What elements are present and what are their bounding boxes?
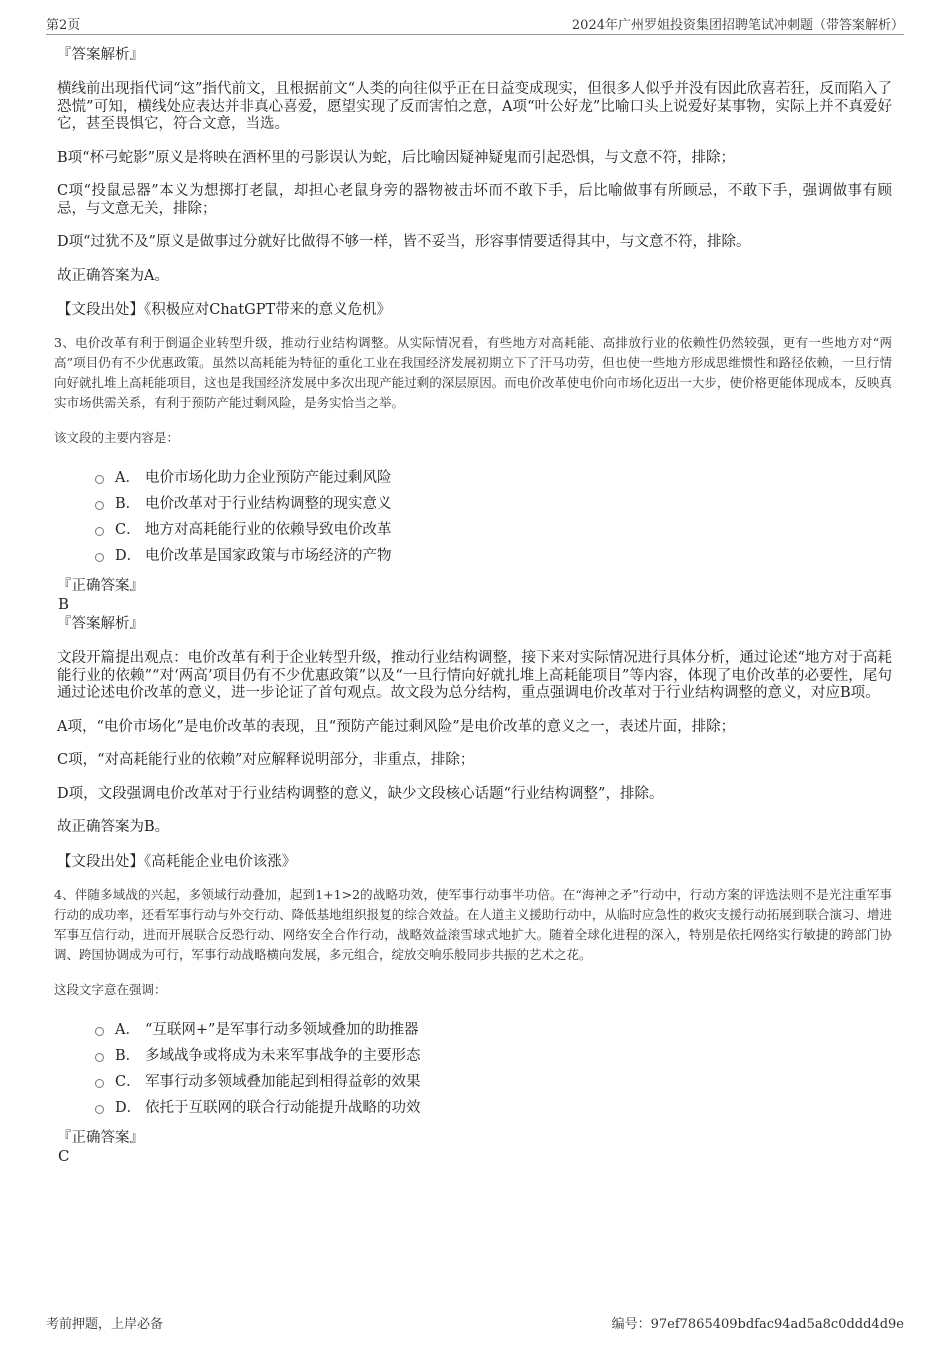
page-number: 第2页 — [46, 18, 81, 33]
correct-answer-label: 『正确答案』 — [57, 578, 144, 594]
footer-slogan: 考前押题，上岸必备 — [46, 1317, 164, 1332]
document-id: 编号：97ef7865409bdfac94ad5a8c0ddd4d9e — [611, 1317, 904, 1332]
option-list — [57, 465, 892, 569]
analysis-label: 『答案解析』 — [57, 47, 144, 63]
answer-conclusion: 故正确答案为A。 — [57, 267, 169, 284]
analysis-paragraph: D项，文段强调电价改革对于行业结构调整的意义，缺少文段核心话题“行业结构调整”，排除。 — [57, 785, 664, 802]
question-text: 3、电价改革有利于倒逼企业转型升级，推动行业结构调整。从实际情况看，有些地方对高耗能、高排放行业的依赖性仍然较强，更有一些地方对“两高”项目仍有不少优惠政策。虽然以高耗能为特征的重化工业在我国经济发展初期立下了汗马功劳，但也使一些地方形成思维惯性和路径依赖，一旦行情向好就扎堆上高耗能项目，这也是我国经济发展中多次出现产能过剩的深层原因。而电价改革使电价向市场化迈出一大步，使价格更能体现成本，反映真实市场供需关系，有利于预防产能过剩风险，是务实恰当之举。 — [54, 335, 892, 410]
radio-icon[interactable] — [95, 527, 104, 536]
correct-answer: C — [58, 1146, 70, 1165]
analysis-paragraph: D项“过犹不及”原义是做事过分就好比做得不够一样，皆不妥当，形容事情要适得其中，与文意不符，排除。 — [57, 234, 751, 250]
answer-conclusion: 故正确答案为B。 — [57, 819, 170, 835]
correct-answer: B — [58, 595, 70, 613]
option-d[interactable]: D． 电价改革是国家政策与市场经济的产物 — [95, 543, 892, 569]
question-stem: 这段文字意在强调： — [54, 981, 167, 997]
option-c[interactable]: C． 军事行动多领域叠加能起到相得益彰的效果 — [95, 1069, 892, 1095]
option-a[interactable]: A． “互联网+”是军事行动多领域叠加的助推器 — [95, 1017, 892, 1043]
option-list — [57, 1017, 892, 1121]
option-d[interactable]: D． 依托于互联网的联合行动能提升战略的功效 — [95, 1095, 892, 1121]
analysis-paragraph: B项“杯弓蛇影”原义是将映在酒杯里的弓影误认为蛇，后比喻因疑神疑鬼而引起恐惧，与文意不符，排除； — [57, 149, 735, 166]
document-title: 2024年广州罗姐投资集团招聘笔试冲刺题（带答案解析） — [571, 18, 904, 33]
option-c[interactable]: C． 地方对高耗能行业的依赖导致电价改革 — [95, 517, 892, 543]
analysis-paragraph: 横线前出现指代词“这”指代前文，且根据前文“人类的向往似乎正在日益变成现实，但很多人似乎并没有因此欣喜若狂，反而陷入了恐慌”可知，横线处应表达并非真心喜爱，愿望实现了反而害怕之意，A项“叶公好龙”比喻口头上说爱好某事物，实际上并不真爱好它，甚至畏惧它，符合文意，当选。 — [57, 81, 892, 132]
question-text: 4、伴随多域战的兴起，多领域行动叠加，起到1+1>2的战略功效，使军事行动事半功倍。在“海神之矛”行动中，行动方案的评选法则不是光注重军事行动的成功率，还看军事行动与外交行动、降低基地组织报复的综合效益。在人道主义援助行动中，从临时应急性的救灾支援行动拓展到联合演习、增进军事互信行动，进而开展联合反恐行动、网络安全合作行动，战略效益滚雪球式地扩大。随着全球化进程的深入，特别是依托网络实行敏捷的跨部门协调、跨国协调成为可行，军事行动战略横向发展，多元组合，绽放交响乐般同步共振的艺术之花。 — [54, 886, 892, 962]
radio-icon[interactable] — [95, 501, 104, 510]
analysis-paragraph: 文段开篇提出观点：电价改革有利于企业转型升级，推动行业结构调整，接下来对实际情况进行具体分析，通过论述“地方对于高耗能行业的依赖”“对‘两高’项目仍有不少优惠政策”以及“一旦行情向好就扎堆上高耗能项目”等内容，体现了电价改革的必要性，尾句通过论述电价改革的意义，进一步论证了首句观点。故文段为总分结构，重点强调电价改革对于行业结构调整的意义，对应B项。 — [57, 650, 892, 701]
question-stem: 该文段的主要内容是： — [54, 430, 180, 445]
radio-icon[interactable] — [95, 1079, 104, 1088]
source-citation: 【文段出处】《积极应对ChatGPT带来的意义危机》 — [57, 302, 392, 318]
page-header — [46, 14, 904, 35]
analysis-paragraph: C项“投鼠忌器”本义为想掷打老鼠，却担心老鼠身旁的器物被击坏而不敢下手，后比喻做事有所顾忌，不敢下手，强调做事有顾忌，与文意无关，排除； — [57, 183, 892, 217]
option-b[interactable]: B． 多域战争或将成为未来军事战争的主要形态 — [95, 1043, 892, 1069]
correct-answer-label: 『正确答案』 — [57, 1129, 144, 1146]
analysis-paragraph: A项，“电价市场化”是电价改革的表现，且“预防产能过剩风险”是电价改革的意义之一，表述片面，排除； — [57, 718, 736, 735]
radio-icon[interactable] — [95, 553, 104, 562]
option-b[interactable]: B． 电价改革对于行业结构调整的现实意义 — [95, 491, 892, 517]
analysis-label: 『答案解析』 — [57, 616, 144, 632]
radio-icon[interactable] — [95, 1105, 104, 1114]
analysis-paragraph: C项，“对高耗能行业的依赖”对应解释说明部分，非重点，排除； — [57, 752, 475, 768]
option-a[interactable]: A． 电价市场化助力企业预防产能过剩风险 — [95, 465, 892, 491]
radio-icon[interactable] — [95, 1053, 104, 1062]
document-body — [54, 46, 892, 1165]
radio-icon[interactable] — [95, 475, 104, 484]
radio-icon[interactable] — [95, 1027, 104, 1036]
source-citation: 【文段出处】《高耗能企业电价该涨》 — [57, 853, 297, 870]
